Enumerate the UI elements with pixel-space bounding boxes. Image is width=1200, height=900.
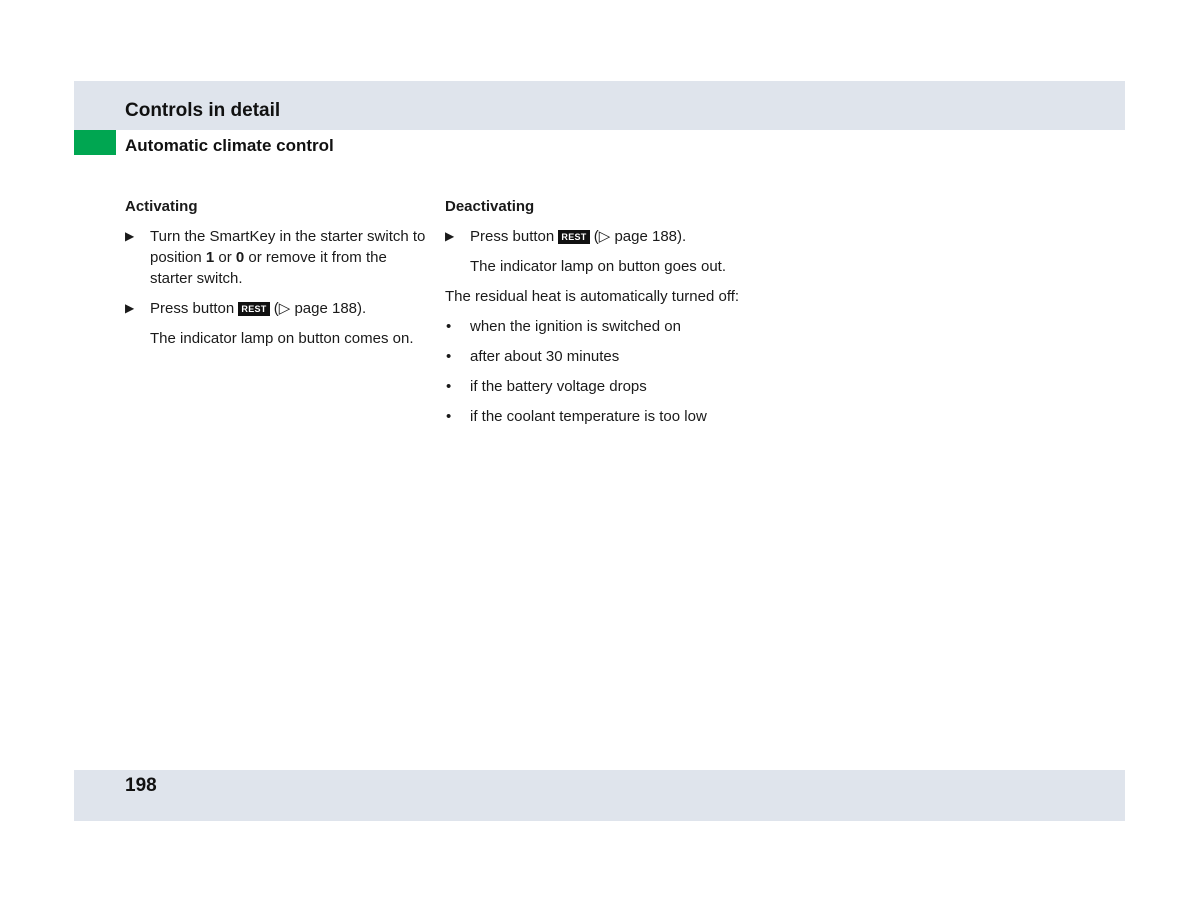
step-arrow-icon: ▶ (125, 301, 135, 315)
bullet-icon: • (446, 378, 452, 395)
deactivating-heading: Deactivating (445, 198, 535, 215)
step-text: or remove it from the starter switch. (150, 249, 387, 287)
bullet-text: after about 30 minutes (470, 348, 620, 365)
subsection-title: Automatic climate control (125, 136, 334, 155)
bullet-icon: • (446, 348, 452, 365)
bullet-text: if the coolant temperature is too low (470, 408, 707, 425)
list-item (445, 346, 755, 367)
list-item (445, 316, 755, 337)
section-color-tab (74, 130, 116, 155)
deactivating-column (445, 196, 755, 436)
position-0: 0 (235, 249, 245, 266)
activating-heading: Activating (125, 198, 198, 215)
footer-band (74, 770, 1125, 821)
list-item (445, 406, 755, 427)
page-number: 198 (125, 775, 157, 796)
step-text: or (214, 249, 236, 266)
bullet-icon: • (446, 318, 452, 335)
step-arrow-icon: ▶ (445, 229, 455, 243)
activating-step-1 (125, 226, 430, 289)
bullet-icon: • (446, 408, 452, 425)
bullet-text: if the battery voltage drops (470, 378, 647, 395)
bullet-text: when the ignition is switched on (470, 318, 681, 335)
section-title: Controls in detail (125, 100, 281, 121)
step-text: Press button (150, 300, 239, 317)
step-text: Turn the SmartKey in the starter switch to position (150, 228, 426, 266)
rest-button-icon: REST (558, 230, 589, 244)
rest-button-icon: REST (238, 302, 269, 316)
residual-heat-intro: The residual heat is automatically turned off: (445, 288, 740, 305)
step-arrow-icon: ▶ (125, 229, 135, 243)
activating-result: The indicator lamp on button comes on. (150, 330, 414, 347)
deactivating-result: The indicator lamp on button goes out. (470, 258, 726, 275)
page-reference: (▷ page 188). (269, 300, 367, 317)
position-1: 1 (205, 249, 215, 266)
list-item (445, 376, 755, 397)
activating-step-2 (125, 298, 430, 319)
step-text: Press button (470, 228, 559, 245)
page-reference: (▷ page 188). (589, 228, 687, 245)
deactivating-step-1 (445, 226, 755, 247)
activating-column (125, 196, 430, 358)
